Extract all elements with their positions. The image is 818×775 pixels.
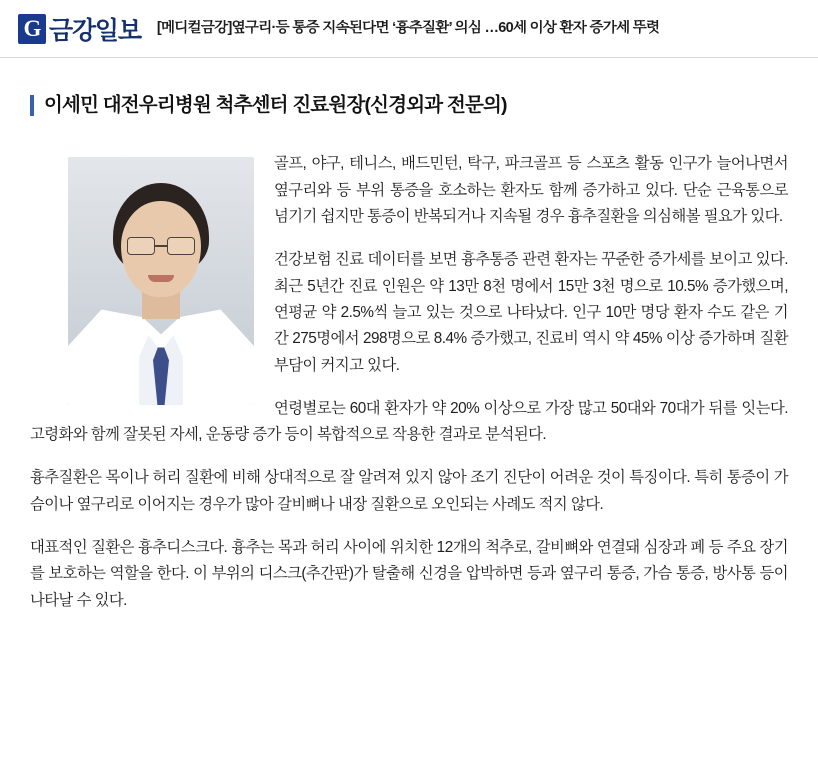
glasses-bridge-icon — [155, 245, 167, 247]
glasses-right-icon — [167, 237, 195, 255]
masthead-headline[interactable]: [메디컬금강]옆구리·등 통증 지속된다면 ‘흉추질환’ 의심 …60세 이상 환자 증가세 뚜렷 — [156, 19, 660, 36]
logo-text: 금강일보 — [49, 16, 141, 45]
article-paragraph: 대표적인 질환은 흉추디스크다. 흉추는 목과 허리 사이에 위치한 12개의 척추로, 갈비뼈와 연결돼 심장과 폐 등 주요 장기를 보호하는 역할을 한다. 이 부위의 디스크(추간판)가 탈출해 신경을 압박하면 등과 옆구리 통증, 가슴 통증, 방사통 등이 나타날 수 있다. — [30, 539, 788, 609]
glasses-left-icon — [127, 237, 155, 255]
site-logo[interactable] — [18, 11, 141, 47]
article-paragraph: 연령별로는 60대 환자가 약 20% 이상으로 가장 많고 50대와 70대가 뒤를 잇는다. 고령화와 함께 잘못된 자세, 운동량 증가 등이 복합적으로 작용한 결과로 분석된다. — [30, 399, 788, 444]
article-paragraph: 흉추질환은 목이나 허리 질환에 비해 상대적으로 잘 알려져 있지 않아 조기 진단이 어려운 것이 특징이다. 특히 통증이 가슴이나 옆구리로 이어지는 경우가 많아 갈비뼈나 내장 질환으로 오인되는 사례도 적지 않다. — [30, 469, 788, 513]
title-section — [0, 58, 818, 141]
article-body — [0, 141, 818, 613]
article-paragraph: 건강보험 진료 데이터를 보면 흉추통증 관련 환자는 꾸준한 증가세를 보이고 있다. 최근 5년간 진료 인원은 약 13만 8천 명에서 15만 3천 명으로 10.5% 증가했으며, 연평균 약 2.5%씩 늘고 있는 것으로 나타났다. 인구 10만 명당 환자 수도 같은 기간 275명에서 298명으로 8.4% 증가했고, 진료비 역시 약 45% 이상 증가하며 질환 부담이 커지고 있다. — [274, 251, 788, 374]
site-masthead — [0, 0, 818, 58]
doctor-portrait-image — [68, 157, 254, 405]
logo-mark-icon: G — [18, 14, 46, 44]
page-title: 이세민 대전우리병원 척추센터 진료원장(신경외과 전문의) — [30, 93, 788, 118]
article-paragraph: 골프, 야구, 테니스, 배드민턴, 탁구, 파크골프 등 스포츠 활동 인구가 늘어나면서 옆구리와 등 부위 통증을 호소하는 환자도 함께 증가하고 있다. 단순 근육통으로 넘기기 쉽지만 통증이 반복되거나 지속될 경우 흉추질환을 의심해볼 필요가 있다. — [274, 155, 788, 226]
